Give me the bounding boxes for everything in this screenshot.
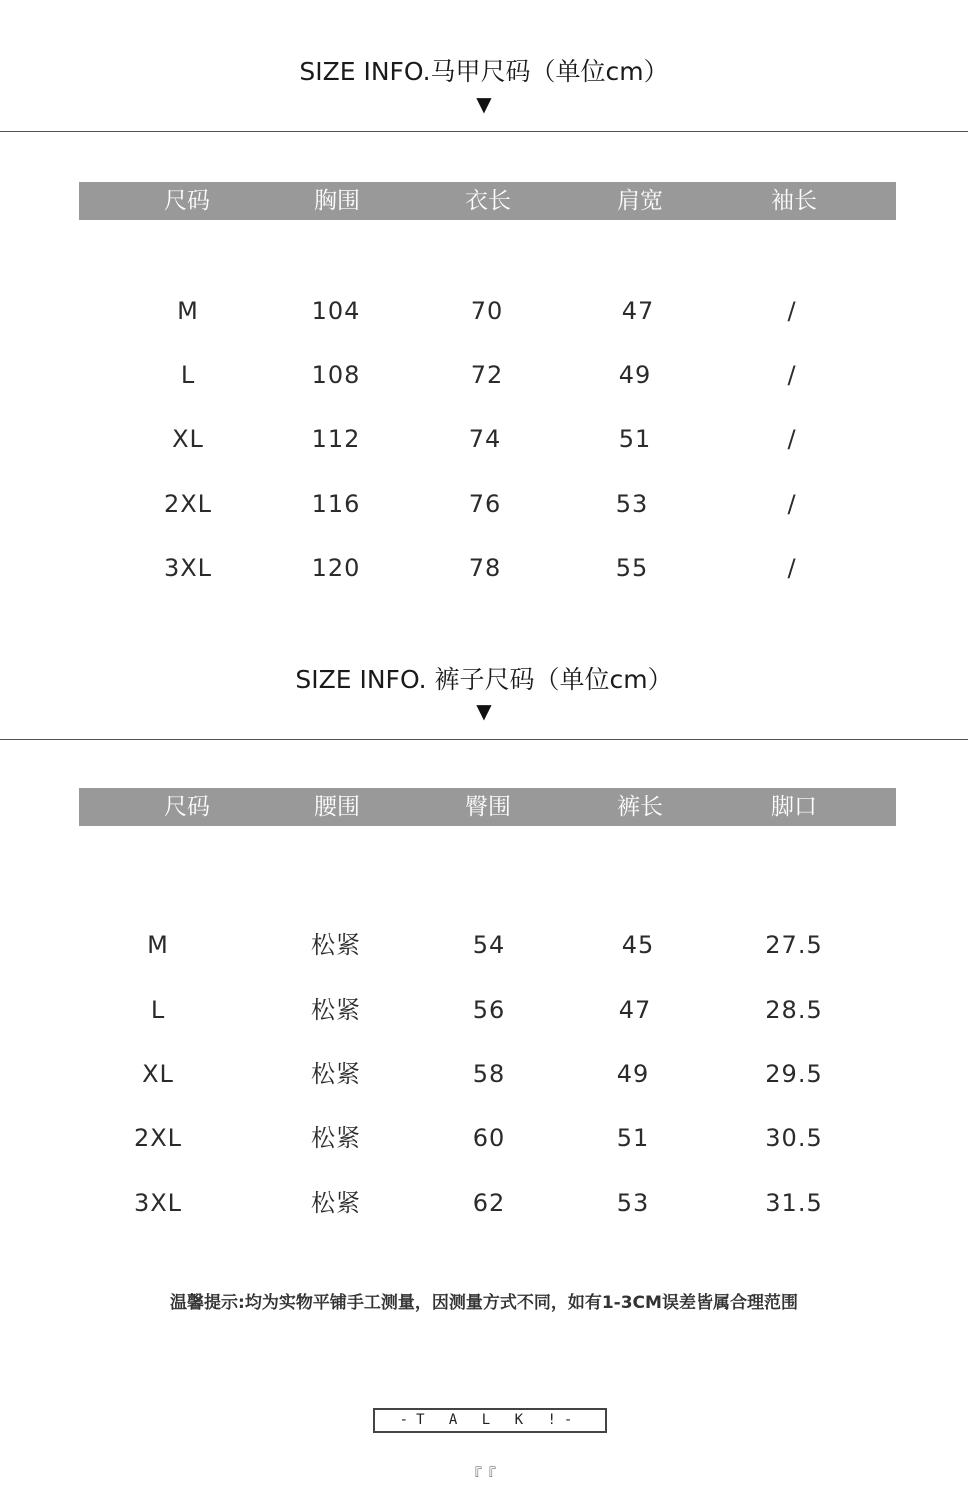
hip-cell: 60 <box>472 1124 506 1152</box>
chest-cell: 108 <box>311 361 361 389</box>
chest-cell: 112 <box>311 425 361 453</box>
header-sleeve: 袖长 <box>771 188 817 214</box>
size-cell: L <box>150 996 166 1024</box>
size-cell: 2XL <box>163 490 213 518</box>
shoulder-cell: 51 <box>618 425 652 453</box>
pant-length-cell: 45 <box>621 931 655 959</box>
leg-opening-cell: 31.5 <box>765 1189 823 1217</box>
waist-cell: 松紧 <box>311 996 361 1024</box>
down-arrow-icon: ▼ <box>476 699 492 723</box>
shoulder-cell: 49 <box>618 361 652 389</box>
leg-opening-cell: 27.5 <box>765 931 823 959</box>
table-row <box>0 419 968 459</box>
waist-cell: 松紧 <box>311 931 361 959</box>
leg-opening-cell: 28.5 <box>765 996 823 1024</box>
down-arrow-icon: ▼ <box>476 92 492 116</box>
size-cell: M <box>177 297 199 325</box>
hip-cell: 56 <box>472 996 506 1024</box>
chest-cell: 116 <box>311 490 361 518</box>
header-waist: 腰围 <box>314 794 360 820</box>
divider <box>0 739 968 740</box>
leg-opening-cell: 29.5 <box>765 1060 823 1088</box>
measurement-note: 温馨提示:均为实物平铺手工测量，因测量方式不同，如有1-3CM误差皆属合理范围 <box>170 1293 798 1313</box>
header-chest: 胸围 <box>314 188 360 214</box>
header-hip: 臀围 <box>465 794 511 820</box>
table-row <box>0 1183 968 1223</box>
brand-logo: -T A L K !- <box>373 1408 607 1433</box>
sleeve-cell: / <box>787 425 797 453</box>
vest-size-title: SIZE INFO.马甲尺码（单位cm） <box>299 57 669 86</box>
length-cell: 78 <box>468 554 502 582</box>
header-size: 尺码 <box>164 188 210 214</box>
header-size: 尺码 <box>164 794 210 820</box>
table-row <box>0 548 968 588</box>
size-cell: M <box>147 931 169 959</box>
waist-cell: 松紧 <box>311 1189 361 1217</box>
pant-length-cell: 53 <box>616 1189 650 1217</box>
chest-cell: 120 <box>311 554 361 582</box>
shoulder-cell: 55 <box>615 554 649 582</box>
sleeve-cell: / <box>787 490 797 518</box>
length-cell: 74 <box>468 425 502 453</box>
header-leg-opening: 脚口 <box>771 794 817 820</box>
waist-cell: 松紧 <box>311 1060 361 1088</box>
size-cell: XL <box>172 425 204 453</box>
leg-opening-cell: 30.5 <box>765 1124 823 1152</box>
hip-cell: 58 <box>472 1060 506 1088</box>
waist-cell: 松紧 <box>311 1124 361 1152</box>
hip-cell: 62 <box>472 1189 506 1217</box>
size-cell: L <box>180 361 196 389</box>
header-length: 衣长 <box>465 188 511 214</box>
table-row <box>0 484 968 524</box>
length-cell: 72 <box>470 361 504 389</box>
table-row <box>0 1118 968 1158</box>
shoulder-cell: 47 <box>621 297 655 325</box>
shoulder-cell: 53 <box>615 490 649 518</box>
divider <box>0 131 968 132</box>
sleeve-cell: / <box>787 361 797 389</box>
sleeve-cell: / <box>787 554 797 582</box>
table-row <box>0 925 968 965</box>
length-cell: 76 <box>468 490 502 518</box>
vest-table-header <box>79 182 896 220</box>
table-row <box>0 355 968 395</box>
quote-marks: 『『 <box>465 1465 502 1484</box>
size-cell: XL <box>142 1060 174 1088</box>
header-shoulder: 肩宽 <box>617 188 663 214</box>
pant-length-cell: 49 <box>616 1060 650 1088</box>
length-cell: 70 <box>470 297 504 325</box>
size-cell: 3XL <box>133 1189 183 1217</box>
chest-cell: 104 <box>311 297 361 325</box>
table-row <box>0 990 968 1030</box>
pants-table-header <box>79 788 896 826</box>
pants-size-title: SIZE INFO. 裤子尺码（单位cm） <box>295 665 673 694</box>
hip-cell: 54 <box>472 931 506 959</box>
table-row <box>0 291 968 331</box>
size-cell: 2XL <box>133 1124 183 1152</box>
sleeve-cell: / <box>787 297 797 325</box>
pant-length-cell: 51 <box>616 1124 650 1152</box>
header-pant-length: 裤长 <box>617 794 663 820</box>
size-cell: 3XL <box>163 554 213 582</box>
table-row <box>0 1054 968 1094</box>
pant-length-cell: 47 <box>618 996 652 1024</box>
